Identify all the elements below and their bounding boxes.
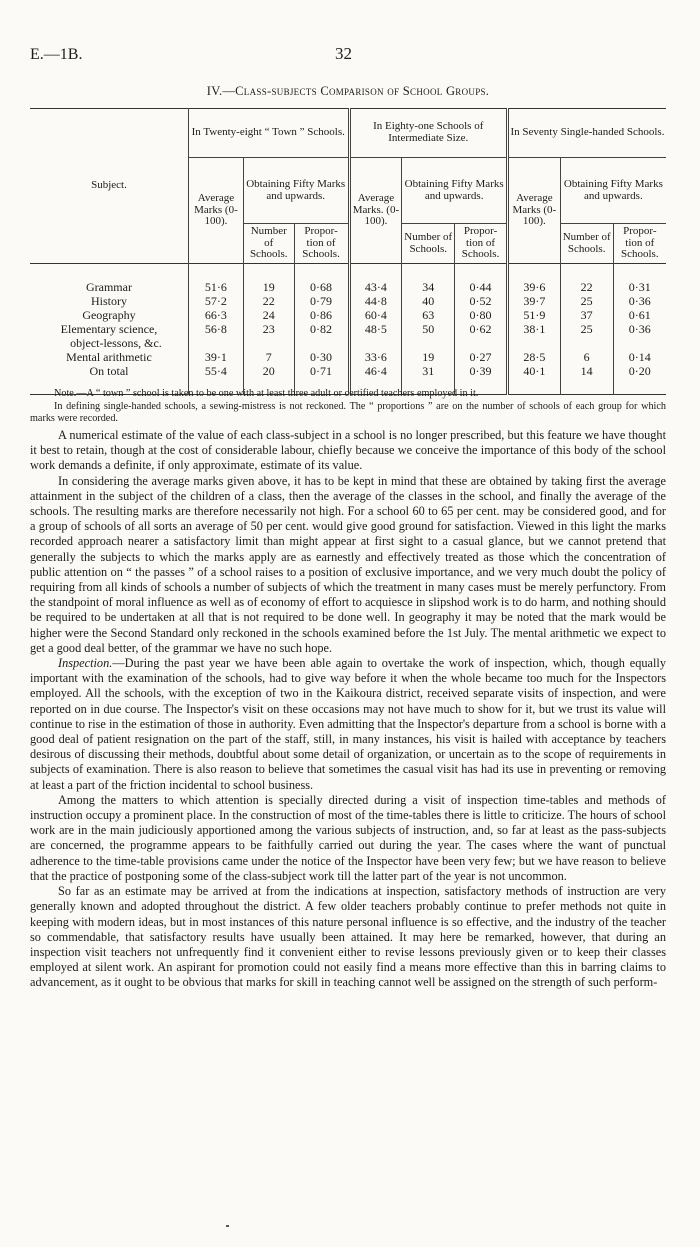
group-header-town: In Twenty-eight “ Town ” Schools. — [188, 109, 349, 158]
value-cell: 28·5 — [507, 350, 560, 364]
obtaining-header: Obtaining Fifty Marks and upwards. — [560, 158, 666, 224]
table-notes — [30, 388, 666, 426]
value-cell: 7 — [243, 350, 294, 364]
page-header — [30, 0, 666, 70]
value-cell: 19 — [402, 350, 455, 364]
subject-line: Elementary science, — [60, 322, 158, 336]
paragraph: So far as an estimate may be arrived at from the indications at inspection, satisfactory methods of instruction are very generally known and adopted throughout the district. A few older teachers probably continue to prefer methods not quite in keeping with modern ideas, but in most instances of this nature personal influence is so effective, and the industry of the teacher so commendable, that satisfactory results have usually been attained. It may here be remarked, however, that during an inspection visit teachers not unfrequently find it convenient either to revise lessons previously given or to keep their classes employed at silent work. An aspirant for promotion could not easily find a means more effective than this in barring claims to advancement, as it ought to be obvious that marks for skill in teaching cannot well be assigned on the strength of such perform- — [30, 884, 666, 990]
note-line: Note.—A “ town ” school is taken to be one with at least three adult or certified teachers employed in it. — [54, 388, 479, 399]
proportion-header: Propor- tion of Schools. — [613, 224, 666, 264]
number-header: Number of Schools. — [560, 224, 613, 264]
value-cell: 0·31 — [613, 280, 666, 294]
value-cell: 0·62 — [455, 322, 508, 350]
value-cell: 0·86 — [294, 308, 349, 322]
subject-cell: On total — [89, 364, 129, 378]
group-header-single: In Seventy Single-handed Schools. — [507, 109, 666, 158]
subject-line-continued: object-lessons, &c. — [70, 336, 162, 350]
page — [30, 0, 666, 70]
value-cell: 0·71 — [294, 364, 349, 378]
obtaining-header: Obtaining Fifty Marks and upwards. — [243, 158, 349, 224]
paragraph-heading: Inspection. — [58, 656, 113, 671]
value-cell: 0·20 — [613, 364, 666, 378]
value-cell: 0·61 — [613, 308, 666, 322]
value-cell: 48·5 — [349, 322, 402, 350]
value-cell: 60·4 — [349, 308, 402, 322]
table-row — [30, 308, 666, 322]
obtaining-header: Obtaining Fifty Marks and upwards. — [402, 158, 508, 224]
value-cell: 51·9 — [507, 308, 560, 322]
average-header: Average Marks (0-100). — [507, 158, 560, 264]
value-cell: 40·1 — [507, 364, 560, 378]
value-cell: 0·52 — [455, 294, 508, 308]
value-cell: 24 — [243, 308, 294, 322]
comparison-table — [30, 108, 666, 395]
subject-cell — [30, 322, 188, 350]
value-cell: 46·4 — [349, 364, 402, 378]
table-row — [30, 280, 666, 294]
paragraph: Among the matters to which attention is specially directed during a visit of inspection time-tables and methods of instruction occupy a prominent place. In the construction of most of the time-tables there is little to criticize. The hours of school work are in the main judiciously apportioned among the various subjects of instruction, and, so far at least as the pass-subjects are concerned, the programme appears to be faithfully carried out during the year. The cases where the want of punctual adherence to the time-table provisions came under the notice of the Inspector have been very few; but we have reason to believe that the practice of postponing some of the class-subject work till the latter part of the year is not uncommon. — [30, 792, 666, 883]
note-line: In defining single-handed schools, a sewing-mistress is not reckoned. The “ proportions ” are on the number of schools of each group for which marks were recorded. — [30, 400, 666, 424]
value-cell: 63 — [402, 308, 455, 322]
value-cell: 0·68 — [294, 280, 349, 294]
value-cell: 51·6 — [188, 280, 243, 294]
value-cell: 0·36 — [613, 322, 666, 350]
value-cell: 22 — [243, 294, 294, 308]
value-cell: 22 — [560, 280, 613, 294]
subject-cell: Geography — [82, 308, 136, 322]
value-cell: 25 — [560, 322, 613, 350]
average-header: Average Marks (0-100). — [188, 158, 243, 264]
value-cell: 38·1 — [507, 322, 560, 350]
value-cell: 56·8 — [188, 322, 243, 350]
value-cell: 0·79 — [294, 294, 349, 308]
number-header: Number of Schools. — [402, 224, 455, 264]
value-cell: 25 — [560, 294, 613, 308]
proportion-header: Propor- tion of Schools. — [455, 224, 508, 264]
subject-cell: Grammar — [85, 280, 132, 294]
value-cell: 66·3 — [188, 308, 243, 322]
value-cell: 14 — [560, 364, 613, 378]
value-cell: 31 — [402, 364, 455, 378]
value-cell: 39·1 — [188, 350, 243, 364]
value-cell: 0·27 — [455, 350, 508, 364]
value-cell: 43·4 — [349, 280, 402, 294]
value-cell: 0·44 — [455, 280, 508, 294]
subject-cell: Mental arithmetic — [66, 350, 152, 364]
subject-cell: History — [90, 294, 127, 308]
value-cell: 0·36 — [613, 294, 666, 308]
value-cell: 20 — [243, 364, 294, 378]
value-cell: 0·82 — [294, 322, 349, 350]
value-cell: 33·6 — [349, 350, 402, 364]
value-cell: 39·7 — [507, 294, 560, 308]
value-cell: 57·2 — [188, 294, 243, 308]
table-row — [30, 294, 666, 308]
value-cell: 39·6 — [507, 280, 560, 294]
value-cell: 55·4 — [188, 364, 243, 378]
value-cell: 44·8 — [349, 294, 402, 308]
subject-header: Subject. — [91, 179, 127, 192]
value-cell: 40 — [402, 294, 455, 308]
table-row — [30, 322, 666, 350]
table-row — [30, 350, 666, 364]
value-cell: 23 — [243, 322, 294, 350]
value-cell: 34 — [402, 280, 455, 294]
group-header-intermediate: In Eighty-one Schools of Intermediate Size. — [349, 109, 507, 158]
value-cell: 0·39 — [455, 364, 508, 378]
paragraph-text: —During the past year we have been able again to overtake the work of inspection, which, though equally important with the examination of the schools, had to give way before it when the whole became too much for the Inspectors employed. All the schools, with the exception of two in the Kaikoura district, received separate visits of inspection, and were reported on in due course. The Inspector's visit on these occasions may not have much to show for it, but we trust its value will continue to rise in the estimation of those in authority. Even admitting that the Inspector's departure from a school is borne with a good deal of patient resignation on the part of the staff, still, in many instances, his visit is hailed with acceptance by teachers desirous of discussing their methods, doubtful about some detail of organization, or uncertain as to the scope of requirements in subjects of examination. There is also reason to believe that sometimes the casual visit has had its use in preventing or removing at least a part of the friction incidental to school business. — [30, 656, 666, 792]
value-cell: 19 — [243, 280, 294, 294]
paragraph: A numerical estimate of the value of each class-subject in a school is no longer prescribed, but this feature we have thought it best to retain, though at the cost of considerable labour, chiefly because we conceive the importance of this body of the school work demands a definite, if only approximate, estimate of its value. — [30, 428, 666, 473]
page-number: 32 — [335, 44, 352, 63]
value-cell: 0·14 — [613, 350, 666, 364]
paragraph: In considering the average marks given above, it has to be kept in mind that these are obtained by taking first the average attainment in the subject of the children of a class, then the average of the classes in the school, and finally the average of the schools. The resulting marks are therefore necessarily not high. For a school 60 to 65 per cent. may be considered good, and for a group of schools of all sorts an average of 50 per cent. would give good ground for satisfaction. Viewed in this light the marks recorded approach nearer a satisfactory limit than might appear at first sight to a casual glance, but we cannot pretend that generally the subjects to which the marks apply are as earnestly and effectively treated as those which the concentration of public attention on “ the passes ” of a school raises to a position of exclusive importance, and we very much doubt the policy of requiring from all kinds of schools a number of subjects of which the treatment in many cases must be merely perfunctory. From the standpoint of moral influence as well as of economy of effort to acquiesce in slipshod work is to do harm, and nothing should be required to be undertaken at all that is not required to be done well. In geography it may be noted that the mark would be higher were the Second Standard only reckoned in the schools examined before the 1st July. The mental arithmetic we expect to get a good deal better, of the grammar we have no such hope. — [30, 473, 666, 655]
value-cell: 50 — [402, 322, 455, 350]
document-code: E.—1B. — [30, 46, 83, 63]
proportion-header: Propor- tion of Schools. — [294, 224, 349, 264]
value-cell: 37 — [560, 308, 613, 322]
ink-mark — [226, 1225, 229, 1227]
value-cell: 0·30 — [294, 350, 349, 364]
value-cell: 6 — [560, 350, 613, 364]
table-title: IV.—Class-subjects Comparison of School Groups. — [206, 84, 490, 98]
table-row — [30, 364, 666, 378]
paragraph — [30, 656, 666, 793]
average-header: Average Marks. (0-100). — [349, 158, 402, 264]
body-text — [30, 428, 666, 991]
number-header: Number of Schools. — [243, 224, 294, 264]
value-cell: 0·80 — [455, 308, 508, 322]
